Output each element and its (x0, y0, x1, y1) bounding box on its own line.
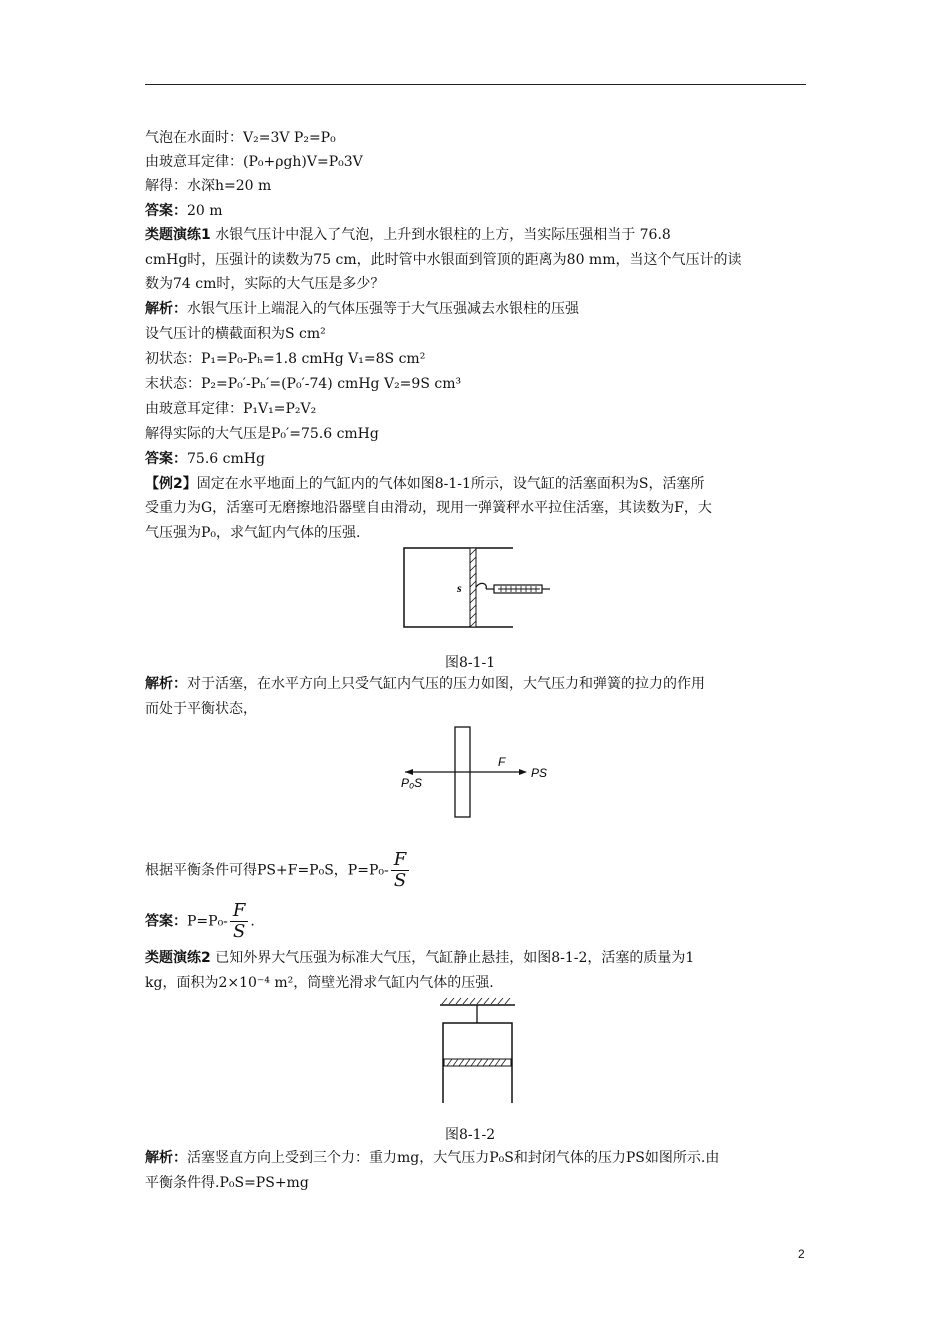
analysis-label: 解析： (145, 301, 187, 317)
text-line: 初状态：P₁=P₀-Pₕ=1.8 cmHg V₁=8S cm² (145, 351, 426, 367)
answer-label: 答案： (145, 451, 187, 467)
answer-text: P=P₀- (187, 913, 228, 930)
equation-text: 根据平衡条件可得PS+F=P₀S，P=P₀- (145, 862, 389, 879)
example-text: 固定在水平地面上的气缸内的气体如图8-1-1所示，设气缸的活塞面积为S，活塞所 (196, 476, 705, 492)
analysis-text: 对于活塞，在水平方向上只受气缸内气压的压力如图，大气压力和弹簧的拉力的作用 (187, 676, 705, 692)
exercise-label: 类题演练2 (145, 950, 211, 966)
exercise-text: 已知外界大气压强为标准大气压，气缸静止悬挂，如图8-1-2，活塞的质量为1 (210, 950, 695, 966)
cylinder-figure (400, 545, 550, 630)
figure-caption: 图8-1-2 (445, 1127, 496, 1143)
fraction-denominator: S (233, 921, 246, 942)
text-line: 末状态：P₂=P₀′-Pₕ′=(P₀′-74) cmHg V₂=9S cm³ (145, 376, 462, 392)
answer-label: 答案： (145, 203, 187, 219)
text-line: 气压强为P₀，求气缸内气体的压强. (145, 525, 361, 541)
text-line: cmHg时，压强计的读数为75 cm，此时管中水银面到管顶的距离为80 mm，当这个气压计的读 (145, 252, 742, 268)
analysis-text: 活塞竖直方向上受到三个力：重力mg，大气压力P₀S和封闭气体的压力PS如图所示.由 (187, 1150, 720, 1166)
text-line: 平衡条件得.P₀S=PS+mg (145, 1175, 309, 1191)
figure-caption: 图8-1-1 (445, 655, 496, 671)
fraction-denominator: S (393, 870, 407, 891)
example-heading (145, 476, 705, 493)
exercise-text: 水银气压计中混入了气泡，上升到水银柱的上方，当实际压强相当于 76.8 (210, 227, 671, 243)
text-line: 设气压计的横截面积为S cm² (145, 326, 326, 342)
exercise-label: 类题演练1 (145, 227, 211, 243)
analysis-label: 解析： (145, 1150, 187, 1166)
answer-line (145, 203, 223, 220)
area-label: s (457, 581, 462, 595)
analysis-text: 水银气压计上端混入的气体压强等于大气压强减去水银柱的压强 (187, 301, 579, 317)
exercise-heading (145, 950, 694, 967)
analysis-line (145, 676, 705, 693)
force-label-f: F (498, 755, 506, 769)
header-rule (145, 84, 806, 85)
force-label-p0s: P₀S (401, 776, 423, 790)
answer-line (145, 451, 265, 468)
text-line: 数为74 cm时，实际的大气压是多少？ (145, 276, 385, 292)
answer-text: 75.6 cmHg (187, 451, 265, 467)
text-line: 气泡在水面时：V₂=3V P₂=P₀ (145, 130, 336, 146)
exercise-heading (145, 227, 671, 244)
text-line: 而处于平衡状态， (145, 701, 257, 717)
page-number: 2 (798, 1247, 805, 1261)
text-line: kg，面积为2×10⁻⁴ m²，筒壁光滑求气缸内气体的压强. (145, 975, 494, 991)
fraction (391, 850, 410, 891)
fraction (230, 901, 249, 942)
answer-text: 20 m (187, 203, 223, 219)
text-line: 由玻意耳定律：P₁V₁=P₂V₂ (145, 401, 317, 417)
text-line: 解得：水深h=20 m (145, 178, 272, 194)
analysis-line (145, 1150, 719, 1167)
fraction-numerator: F (230, 901, 249, 922)
fraction-numerator: F (391, 850, 410, 871)
text-line: 由玻意耳定律：(P₀+ρgh)V=P₀3V (145, 154, 363, 170)
answer-label: 答案： (145, 913, 187, 930)
answer-end: . (250, 913, 255, 930)
text-line: 解得实际的大气压是P₀′=75.6 cmHg (145, 426, 379, 442)
hanging-cylinder-figure (435, 995, 520, 1105)
analysis-label: 解析： (145, 676, 187, 692)
answer-line (145, 901, 255, 945)
example-label: 【例2】 (145, 476, 197, 492)
equation-line (145, 850, 411, 894)
text-line: 受重力为G，活塞可无磨擦地沿器壁自由滑动，现用一弹簧秤水平拉住活塞，其读数为F，大 (145, 500, 712, 516)
force-label-ps: PS (531, 766, 548, 780)
analysis-line (145, 301, 579, 318)
force-diagram (395, 722, 560, 822)
